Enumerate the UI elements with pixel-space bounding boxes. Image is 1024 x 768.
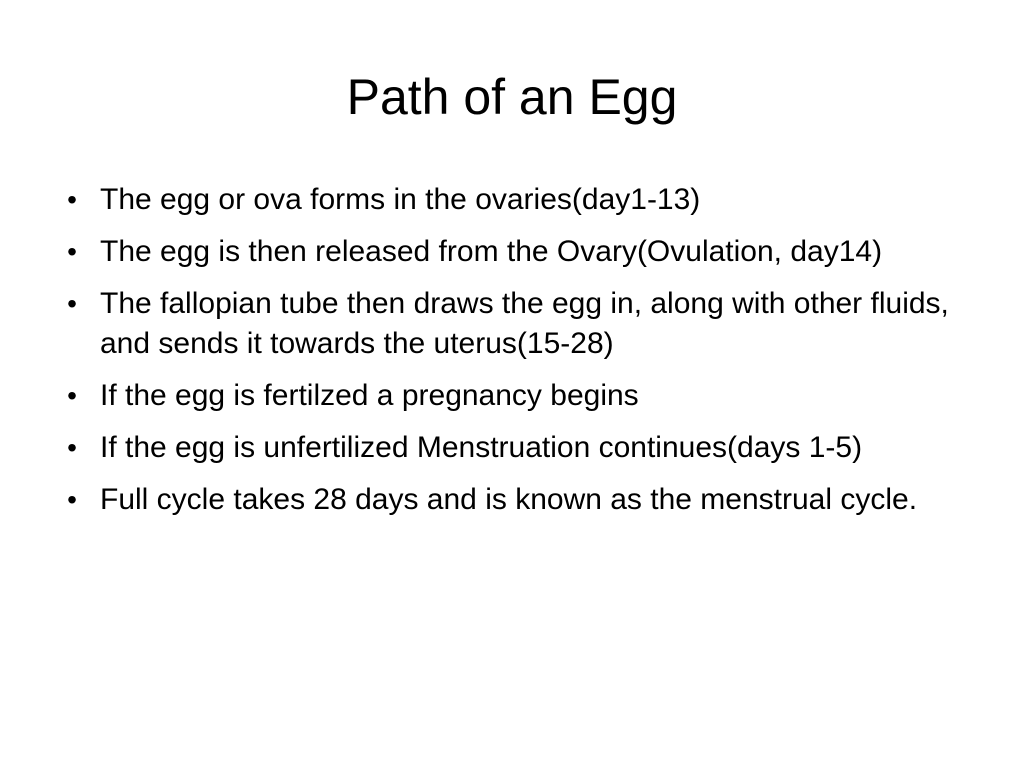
bullet-icon: • [67,184,77,215]
slide-title: Path of an Egg [346,69,678,125]
bullet-text: If the egg is unfertilized Menstruation continues(days 1-5) [100,431,863,464]
bullet-item [58,232,978,272]
bullet-item [58,284,978,364]
bullet-text: The egg or ova forms in the ovaries(day1-13) [100,183,701,216]
bullet-icon: • [67,484,77,515]
bullet-item [58,376,978,416]
bullet-text: If the egg is fertilzed a pregnancy begins [100,379,639,412]
bullet-item [58,180,978,220]
bullet-text: Full cycle takes 28 days and is known as the menstrual cycle. [100,483,918,516]
bullet-list [58,180,978,532]
bullet-text: The fallopian tube then draws the egg in, along with other fluids, and sends it towards the uterus(15-28) [100,287,949,360]
bullet-item [58,428,978,468]
bullet-icon: • [67,236,77,267]
bullet-icon: • [67,380,77,411]
bullet-icon: • [67,432,77,463]
bullet-item [58,480,978,520]
bullet-text: The egg is then released from the Ovary(Ovulation, day14) [100,235,883,268]
bullet-icon: • [67,288,77,319]
